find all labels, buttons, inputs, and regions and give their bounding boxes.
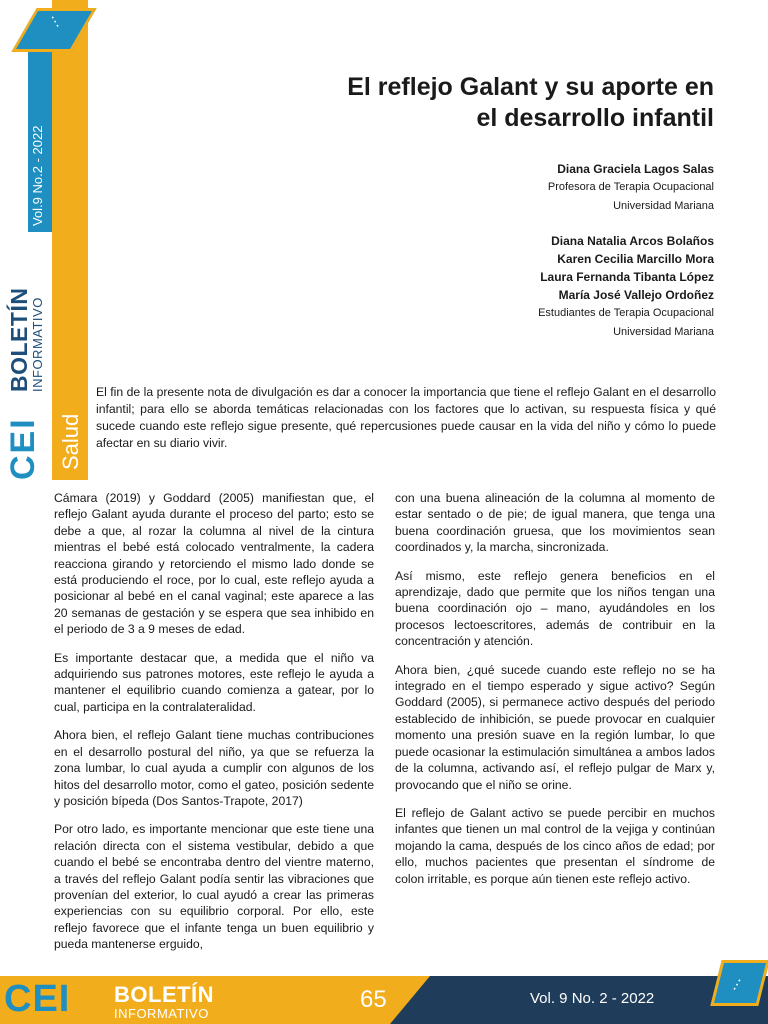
body-column-left — [54, 490, 374, 965]
paragraph: Cámara (2019) y Goddard (2005) manifiestan que, el reflejo Galant ayuda durante el proceso del parto; esto se debe a que, al rozar la columna al nivel de la cintura mientras el bebé está colocado ventralmente, la cadera reacciona girando y retorciendo el mismo lado donde se está produciendo el roce, por lo cual, este reflejo ayuda a posicionar al bebé en el canal vaginal; este aparece a las 20 semanas de gestación y se espera que sea inhibido en el periodo de 3 a 9 meses de edad. — [54, 491, 374, 637]
paragraph: con una buena alineación de la columna al momento de estar sentado o de pie; de igual manera, que tenga una buena coordinación gruesa, que los movimientos sean coordinados y, la marcha, sincronizada. — [395, 491, 715, 555]
section-label: Salud — [58, 413, 83, 470]
dots-icon: ⋮ — [727, 973, 748, 995]
title-line-1: El reflejo Galant y su aporte en — [347, 73, 714, 101]
sidebar-brand-boletin: BOLETÍN — [6, 287, 32, 392]
sidebar-volume: Vol.9 No.2 - 2022 — [30, 125, 45, 226]
sidebar-logo-cei: CEI — [4, 417, 42, 480]
paragraph: Ahora bien, el reflejo Galant tiene muchas contribuciones en el desarrollo postural del niño, ya que se refuerza la zona lumbar, lo cual ayuda a cumplir con algunos de los hitos del desarrollo motor, como el gateo, posición sedente y posición bípeda (Dos Santos-Trapote, 2017) — [54, 728, 374, 808]
footer-brand-informativo: INFORMATIVO — [114, 1006, 209, 1021]
paragraph: El reflejo de Galant activo se puede percibir en muchos infantes que tienen un mal control de la vejiga y continúan mojando la cama, después de los cinco años de edad; por ello, muchos pacientes que presentan el síndrome de colon irritable, es porque aún tienen este reflejo activo. — [395, 805, 715, 886]
paragraph: Por otro lado, es importante mencionar que este tiene una relación directa con el sistema vestibular, debido a que cuando el bebé se encontraba dentro del vientre materno, a través del reflejo Galant podía sentir las vibraciones que provenían del exterior, lo cual ayudó a crear las primeras experiencias con su equilibrio corporal. Por ello, este reflejo favorece que el infante tenga un buen equilibrio y pueda mantenerse erguido, — [54, 822, 374, 952]
dots-icon: ⋮ — [44, 10, 65, 32]
page-number: 65 — [360, 986, 387, 1013]
lead-author-name: Diana Graciela Lagos Salas — [557, 162, 714, 176]
coauthor-name: Laura Fernanda Tibanta López — [540, 270, 714, 284]
abstract: El fin de la presente nota de divulgación es dar a conocer la importancia que tiene el reflejo Galant en el desarrollo infantil; para ello se aborda temáticas relacionadas con los factores que lo activan, su respuesta física y qué sucede cuando este reflejo sigue presente, qué repercusiones puede causar en la vida del niño y cómo lo puede afectar en su diario vivir. — [96, 385, 716, 450]
sidebar-yellow-band — [52, 0, 88, 480]
coauthors-institution: Universidad Mariana — [613, 326, 714, 338]
paragraph: Ahora bien, ¿qué sucede cuando este reflejo no se ha integrado en el tiempo esperado y sigue activo? Según Goddard (2005), si permanece activo después del periodo establecido de inhibición, se puede provocar en cualquier momento una presión suave en la región lumbar, lo que puede ocasionar la estimulación simultánea a ambos lados de la columna, activando así, el reflejo pulgar de Marx y, provocando que el niño se orine. — [395, 662, 715, 792]
footer-volume: Vol. 9 No. 2 - 2022 — [530, 990, 655, 1007]
paragraph: Así mismo, este reflejo genera beneficios en el aprendizaje, dado que permite que los niños tengan una buena coordinación ojo – mano, ayudándoles en los procesos lectoescritores, además de contribuir en la concentración y atención. — [395, 568, 715, 649]
lead-author-institution: Universidad Mariana — [613, 200, 714, 212]
lead-author-role: Profesora de Terapia Ocupacional — [547, 181, 714, 193]
footer-logo-cei: CEI — [4, 978, 71, 1020]
footer-brand-boletin: BOLETÍN — [114, 982, 215, 1007]
coauthor-name: Karen Cecilia Marcillo Mora — [557, 252, 714, 266]
article-title — [214, 72, 714, 134]
lead-author-block — [354, 160, 714, 216]
coauthors-block — [354, 232, 714, 342]
sidebar-brand-informativo: INFORMATIVO — [30, 297, 45, 392]
coauthors-role: Estudiantes de Terapia Ocupacional — [538, 307, 714, 319]
coauthor-name: Diana Natalia Arcos Bolaños — [551, 234, 714, 248]
body-column-right — [395, 490, 715, 899]
title-line-2: el desarrollo infantil — [476, 104, 714, 132]
coauthor-name: María José Vallejo Ordoñez — [558, 288, 714, 302]
paragraph: Es importante destacar que, a medida que el niño va adquiriendo sus patrones motores, este reflejo le ayuda a mantener el equilibrio cuando comienza a gatear, por lo cual, participa en la contralateralidad. — [54, 650, 374, 714]
